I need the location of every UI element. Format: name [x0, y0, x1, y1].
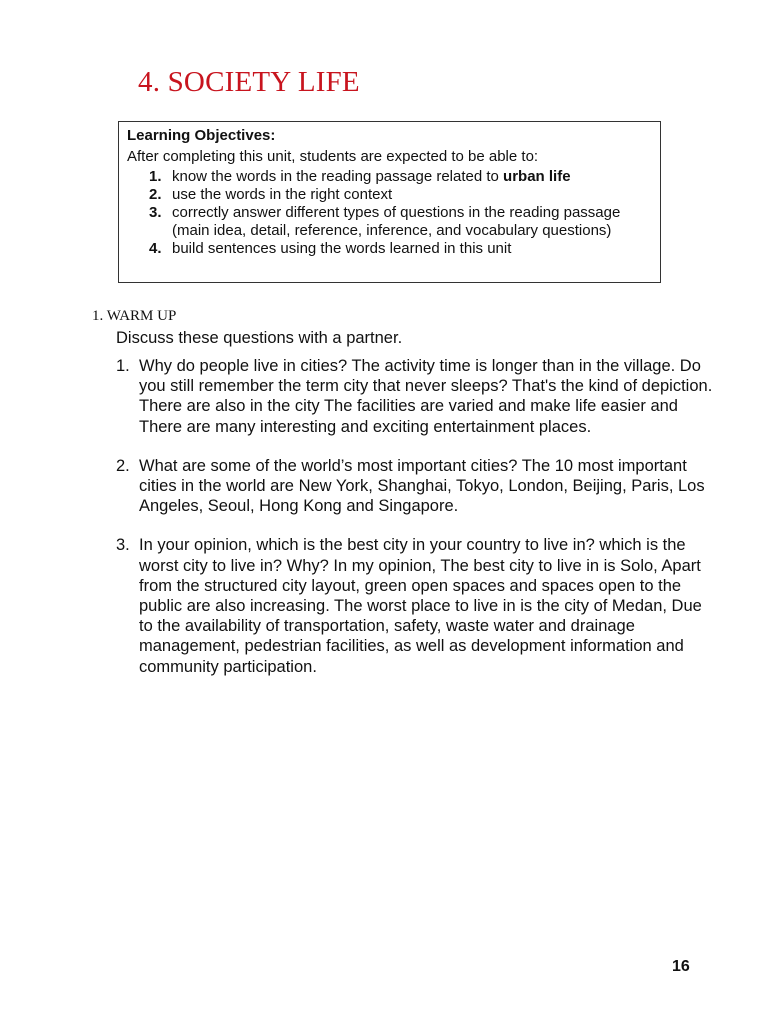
question-number: 2.: [116, 456, 130, 475]
objectives-heading: Learning Objectives:: [127, 127, 276, 144]
objectives-intro: After completing this unit, students are expected to be able to:: [127, 148, 539, 165]
objective-item: [149, 240, 660, 258]
warm-up-instruction: Discuss these questions with a partner.: [116, 329, 403, 347]
objectives-list: [127, 168, 660, 258]
objective-bold-text: urban life: [503, 168, 571, 185]
objective-number: 3.: [149, 204, 162, 221]
question-item: [116, 456, 716, 517]
objective-text: build sentences using the words learned in this unit: [172, 240, 512, 257]
question-text: In your opinion, which is the best city in your country to live in? which is the worst city to live in? Why? In my opinion, The best city to live in is Solo, Apart from the structured city layout, green open spaces and spaces open to the public are also increasing. The worst place to live in is the city of Medan, Due to the availability of transportation, safety, waste water and drainage management, pedestrian facilities, as well as development information and community participation.: [139, 536, 702, 676]
objective-text: know the words in the reading passage related to urban life: [172, 168, 571, 185]
page-title: 4. SOCIETY LIFE: [138, 66, 360, 98]
objective-number: 4.: [149, 240, 162, 257]
question-text: Why do people live in cities? The activity time is longer than in the village. Do you still remember the term city that never sleeps? That's the kind of depiction. There are also in the city The facilities are varied and make life easier and There are many interesting and exciting entertainment places.: [139, 357, 713, 436]
objective-item: [149, 168, 660, 186]
question-text: What are some of the world’s most important cities? The 10 most important cities in the world are New York, Shanghai, Tokyo, London, Beijing, Paris, Los Angeles, Seoul, Hong Kong and Singapore.: [139, 456, 705, 516]
objective-item: [149, 204, 660, 240]
objective-text: use the words in the right context: [172, 186, 393, 203]
warm-up-heading: 1. WARM UP: [92, 308, 177, 324]
objective-text: correctly answer different types of questions in the reading passage (main idea, detail, reference, inference, and vocabulary questions): [172, 204, 621, 239]
question-number: 1.: [116, 357, 130, 375]
page-number: 16: [672, 958, 690, 975]
learning-objectives-box: [118, 121, 661, 283]
questions-list: [116, 356, 716, 696]
objective-number: 1.: [149, 168, 162, 185]
objective-number: 2.: [149, 186, 162, 203]
question-item: [116, 535, 716, 676]
question-number: 3.: [116, 536, 130, 555]
objective-item: [149, 186, 660, 204]
question-item: [116, 356, 716, 437]
